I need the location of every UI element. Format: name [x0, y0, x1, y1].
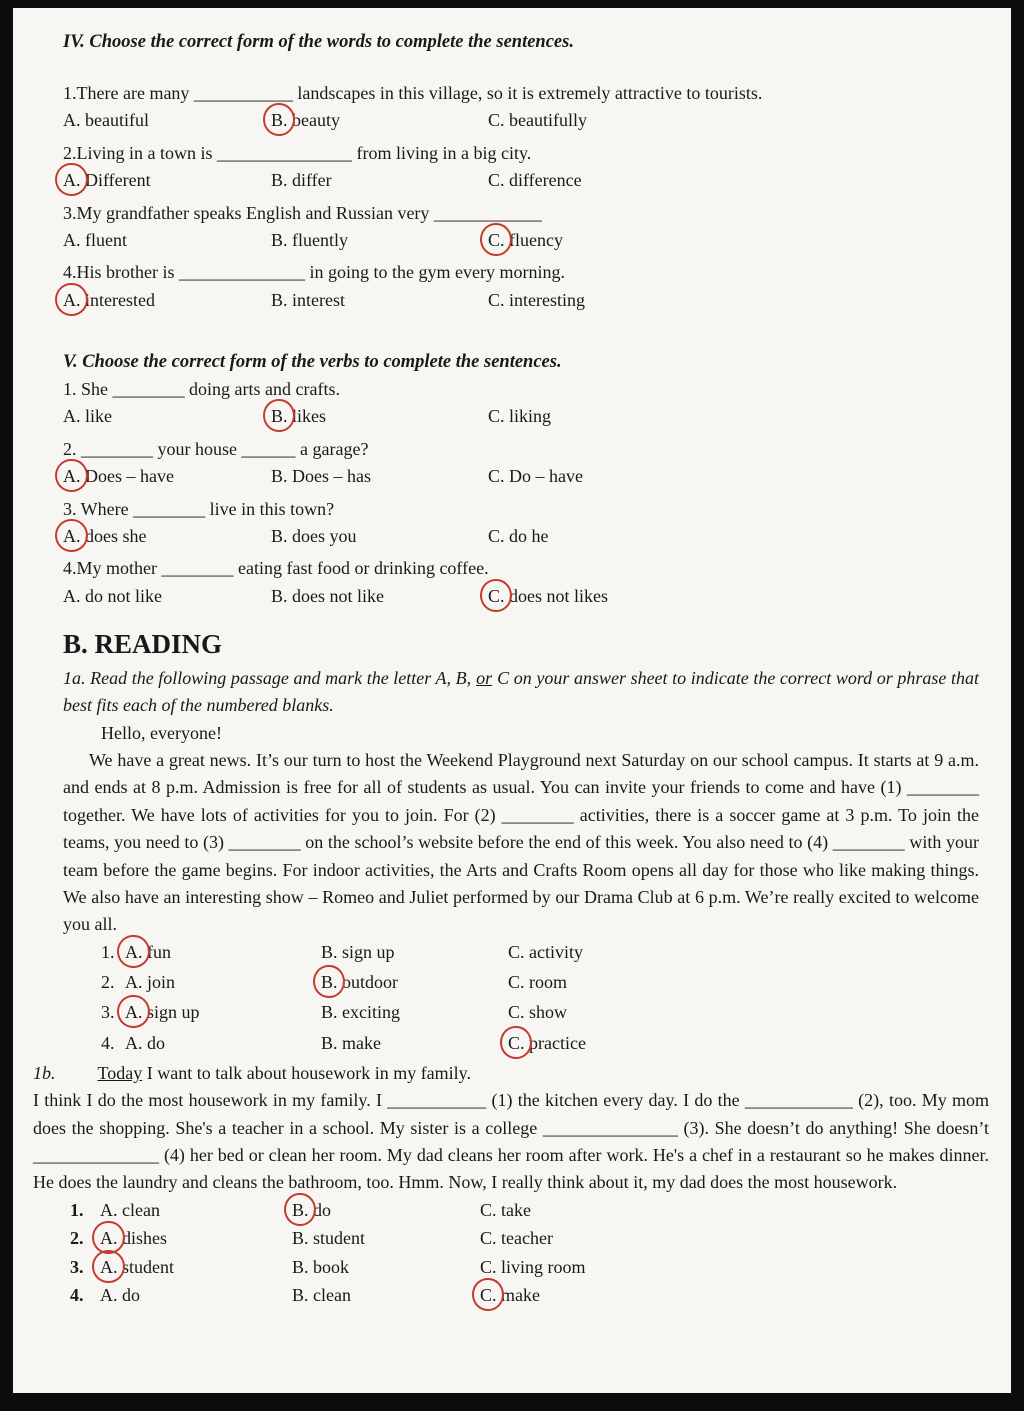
- option-letter: C.: [508, 941, 525, 962]
- answer-option-c: [508, 1030, 979, 1057]
- answer-row: [101, 1030, 979, 1057]
- option-letter: B.: [271, 585, 288, 606]
- answers-1a: [63, 939, 979, 1057]
- answer-option-b: [271, 167, 488, 194]
- answer-option-c: [488, 167, 979, 194]
- option-letter: C.: [488, 289, 505, 310]
- option-letter: B.: [271, 289, 288, 310]
- answer-number: 2.: [70, 1228, 84, 1249]
- section-v-title: V. Choose the correct form of the verbs to complete the sentences.: [63, 351, 562, 372]
- option-letter: C.: [488, 525, 505, 546]
- question-sentence: 3.My grandfather speaks English and Russian very ____________: [63, 202, 542, 223]
- answer-option-a: [100, 1225, 292, 1252]
- answer-option-b: [271, 107, 488, 134]
- answer-number: 4.: [101, 1032, 115, 1053]
- option-letter: C.: [508, 1002, 525, 1023]
- option-text: do he: [504, 525, 549, 546]
- option-text: like: [80, 406, 112, 427]
- circled-answer-letter: B.: [271, 403, 288, 430]
- answer-option-c: [480, 1225, 989, 1252]
- option-letter: B.: [292, 1256, 309, 1277]
- answer-option-c: [508, 969, 979, 996]
- option-text: fluent: [80, 229, 127, 250]
- section-iv: [63, 28, 979, 314]
- option-letter: A.: [63, 585, 81, 606]
- passage-1a: We have a great news. It’s our turn to host the Weekend Playground next Saturday on our school campus. It starts at 9 a.m. and ends at 8 p.m. Admission is free for all of students as usual. You can invite your friends to come and have (1) ________ together. We have lots of activities for you to join. For (2) ________ activities, there is a soccer game at 3 p.m. To join the teams, you need to (3) ________ on the school’s website before the end of this week. You also need to (4) ________ with your team before the game begins. For indoor activities, the Arts and Crafts Room opens all day for those who like making things. We also have an interesting show – Romeo and Juliet performed by our Drama Club at 6 p.m. We’re really excited to welcome you all.: [63, 750, 979, 935]
- label-1b: 1b.: [33, 1063, 56, 1084]
- question-sentence: 1. She ________ doing arts and crafts.: [63, 379, 340, 400]
- answer-row: [101, 999, 979, 1026]
- worksheet-page: [13, 8, 1011, 1393]
- answer-option-b: [271, 227, 488, 254]
- answer-option-a: [63, 523, 271, 550]
- options-row: [63, 403, 979, 430]
- circled-answer-letter: B.: [321, 969, 338, 996]
- answer-option-a: [100, 1282, 292, 1309]
- answer-option-a: [125, 999, 321, 1026]
- circled-answer-letter: A.: [100, 1254, 118, 1281]
- answer-option-c: [488, 227, 979, 254]
- option-letter: C.: [480, 1256, 497, 1277]
- option-letter: B.: [321, 941, 338, 962]
- circled-answer-letter: C.: [480, 1282, 497, 1309]
- answer-row: [70, 1254, 989, 1281]
- option-letter: C.: [488, 170, 505, 191]
- answer-number: 3.: [70, 1256, 84, 1277]
- option-text: fluently: [287, 229, 349, 250]
- instruction-1a: [63, 665, 979, 720]
- option-text: beautifully: [504, 110, 587, 131]
- answer-option-c: [480, 1282, 989, 1309]
- answer-option-a: [125, 1030, 321, 1057]
- passage-1b: I think I do the most housework in my family. I ___________ (1) the kitchen every day. I do the ____________ (2), too. My mom does the shopping. She's a teacher in a school. My sister is a college _______________ (3). She doesn’t do anything! She doesn’t ______________ (4) her bed or clean her room. My dad cleans her room after work. He's a chef in a restaurant so he makes dinner. He does the laundry and cleans the bathroom, too. Hmm. Now, I really think about it, my dad does the most housework.: [33, 1090, 989, 1193]
- instruction-1a-or: or: [476, 668, 493, 688]
- option-text: book: [308, 1256, 350, 1277]
- option-text: practice: [524, 1032, 586, 1053]
- options-row: [63, 583, 979, 610]
- option-letter: A.: [125, 971, 143, 992]
- answer-option-b: [321, 1030, 508, 1057]
- option-text: interesting: [504, 289, 585, 310]
- option-text: join: [142, 971, 176, 992]
- answer-option-b: [292, 1282, 480, 1309]
- option-letter: C.: [488, 406, 505, 427]
- option-text: Different: [80, 170, 151, 191]
- option-text: exciting: [337, 1002, 400, 1023]
- option-text: interested: [80, 289, 155, 310]
- question-sentence: 4.His brother is ______________ in going to the gym every morning.: [63, 262, 565, 283]
- answer-option-b: [321, 969, 508, 996]
- section-1b: [33, 1060, 989, 1309]
- section-v: [63, 348, 979, 610]
- option-text: do: [142, 1032, 165, 1053]
- answer-row: [101, 939, 979, 966]
- answer-option-a: [63, 583, 271, 610]
- option-text: make: [337, 1032, 381, 1053]
- option-text: dishes: [117, 1228, 167, 1249]
- answer-option-b: [321, 999, 508, 1026]
- circled-answer-letter: A.: [125, 939, 143, 966]
- answer-number: 4.: [70, 1284, 84, 1305]
- answer-option-a: [63, 227, 271, 254]
- option-text: activity: [524, 941, 583, 962]
- option-letter: C.: [508, 971, 525, 992]
- question-sentence: 2. ________ your house ______ a garage?: [63, 438, 369, 459]
- options-row: [63, 287, 979, 314]
- option-text: fluency: [504, 229, 563, 250]
- answer-number: 2.: [101, 971, 115, 992]
- option-letter: B.: [292, 1228, 309, 1249]
- option-letter: B.: [271, 170, 288, 191]
- circled-answer-letter: A.: [63, 463, 81, 490]
- option-text: does you: [287, 525, 357, 546]
- answer-row: [70, 1225, 989, 1252]
- answer-option-b: [271, 403, 488, 430]
- option-text: living room: [496, 1256, 586, 1277]
- option-text: Do – have: [504, 466, 583, 487]
- answer-option-b: [321, 939, 508, 966]
- answer-option-a: [63, 287, 271, 314]
- option-letter: C.: [488, 110, 505, 131]
- answer-option-a: [125, 939, 321, 966]
- circled-answer-letter: A.: [100, 1225, 118, 1252]
- option-text: do not like: [80, 585, 162, 606]
- answer-option-b: [271, 583, 488, 610]
- lead-1b-rest: I want to talk about housework in my family.: [142, 1063, 472, 1084]
- instruction-1a-part2: C on your answer sheet to indicate the correct word or phrase that best fits each of the numbered blanks.: [63, 668, 979, 716]
- answer-option-a: [63, 403, 271, 430]
- option-letter: A.: [63, 406, 81, 427]
- option-letter: B.: [292, 1284, 309, 1305]
- option-text: does not likes: [504, 585, 609, 606]
- answer-option-c: [488, 403, 979, 430]
- answer-option-a: [100, 1254, 292, 1281]
- option-text: beautiful: [80, 110, 149, 131]
- lead-1b-first-word: Today: [97, 1063, 143, 1084]
- circled-answer-letter: A.: [125, 999, 143, 1026]
- passage-greeting: Hello, everyone!: [101, 722, 222, 743]
- reading-heading: B. READING: [63, 628, 223, 659]
- answer-option-a: [63, 463, 271, 490]
- section-v-questions: [63, 376, 979, 610]
- option-text: does not like: [287, 585, 385, 606]
- option-text: student: [308, 1228, 366, 1249]
- instruction-1a-part1: 1a. Read the following passage and mark the letter A, B,: [63, 668, 472, 688]
- answer-number: 1.: [70, 1199, 84, 1220]
- option-text: sign up: [142, 1002, 200, 1023]
- answer-option-c: [480, 1197, 989, 1224]
- option-letter: A.: [63, 229, 81, 250]
- question-sentence: 4.My mother ________ eating fast food or drinking coffee.: [63, 558, 489, 579]
- option-letter: B.: [271, 229, 288, 250]
- answer-option-c: [488, 463, 979, 490]
- question-sentence: 1.There are many ___________ landscapes in this village, so it is extremely attractive to tourists.: [63, 83, 763, 104]
- option-text: interest: [287, 289, 345, 310]
- answer-option-a: [63, 167, 271, 194]
- option-letter: A.: [125, 1032, 143, 1053]
- option-letter: B.: [321, 1002, 338, 1023]
- answer-option-b: [271, 523, 488, 550]
- answer-option-b: [271, 463, 488, 490]
- options-row: [63, 227, 979, 254]
- circled-answer-letter: B.: [271, 107, 288, 134]
- option-text: clean: [308, 1284, 351, 1305]
- option-text: Does – has: [287, 466, 372, 487]
- answer-option-a: [100, 1197, 292, 1224]
- answer-option-b: [292, 1254, 480, 1281]
- circled-answer-letter: A.: [63, 523, 81, 550]
- circled-answer-letter: B.: [292, 1197, 309, 1224]
- question-sentence: 3. Where ________ live in this town?: [63, 498, 335, 519]
- section-reading: [63, 624, 979, 1057]
- option-text: room: [524, 971, 568, 992]
- answer-row: [70, 1282, 989, 1309]
- answer-row: [101, 969, 979, 996]
- option-text: likes: [287, 406, 327, 427]
- circled-answer-letter: C.: [508, 1030, 525, 1057]
- circled-answer-letter: C.: [488, 583, 505, 610]
- option-text: sign up: [337, 941, 395, 962]
- option-text: make: [496, 1284, 540, 1305]
- option-letter: C.: [480, 1199, 497, 1220]
- circled-answer-letter: C.: [488, 227, 505, 254]
- option-text: take: [496, 1199, 531, 1220]
- section-iv-title: IV. Choose the correct form of the words to complete the sentences.: [63, 32, 574, 52]
- answer-option-b: [271, 287, 488, 314]
- option-text: difference: [504, 170, 582, 191]
- option-text: clean: [117, 1199, 160, 1220]
- option-text: do: [117, 1284, 140, 1305]
- option-text: liking: [504, 406, 552, 427]
- option-letter: B.: [271, 525, 288, 546]
- answer-option-a: [63, 107, 271, 134]
- answer-option-c: [488, 287, 979, 314]
- option-letter: C.: [480, 1228, 497, 1249]
- options-row: [63, 523, 979, 550]
- answer-option-c: [488, 523, 979, 550]
- answer-option-c: [480, 1254, 989, 1281]
- option-text: outdoor: [337, 971, 399, 992]
- option-letter: B.: [271, 466, 288, 487]
- options-row: [63, 167, 979, 194]
- option-text: beauty: [287, 110, 340, 131]
- option-text: student: [117, 1256, 174, 1277]
- option-letter: B.: [321, 1032, 338, 1053]
- answer-option-c: [508, 999, 979, 1026]
- answers-1b: [33, 1197, 989, 1309]
- answer-option-c: [488, 107, 979, 134]
- option-text: show: [524, 1002, 568, 1023]
- option-text: Does – have: [80, 466, 174, 487]
- options-row: [63, 463, 979, 490]
- lead-1b: [33, 1060, 989, 1087]
- answer-option-c: [508, 939, 979, 966]
- answer-option-b: [292, 1197, 480, 1224]
- option-text: does she: [80, 525, 147, 546]
- option-letter: A.: [63, 110, 81, 131]
- option-letter: C.: [488, 466, 505, 487]
- option-letter: A.: [100, 1199, 118, 1220]
- question-sentence: 2.Living in a town is _______________ from living in a big city.: [63, 142, 532, 163]
- options-row: [63, 107, 979, 134]
- answer-number: 1.: [101, 941, 115, 962]
- option-text: do: [308, 1199, 332, 1220]
- answer-option-b: [292, 1225, 480, 1252]
- option-text: teacher: [496, 1228, 553, 1249]
- option-letter: A.: [100, 1284, 118, 1305]
- answer-option-c: [488, 583, 979, 610]
- circled-answer-letter: A.: [63, 167, 81, 194]
- answer-row: [70, 1197, 989, 1224]
- answer-number: 3.: [101, 1002, 115, 1023]
- circled-answer-letter: A.: [63, 287, 81, 314]
- answer-option-a: [125, 969, 321, 996]
- section-iv-questions: [63, 80, 979, 314]
- option-text: differ: [287, 170, 332, 191]
- option-text: fun: [142, 941, 171, 962]
